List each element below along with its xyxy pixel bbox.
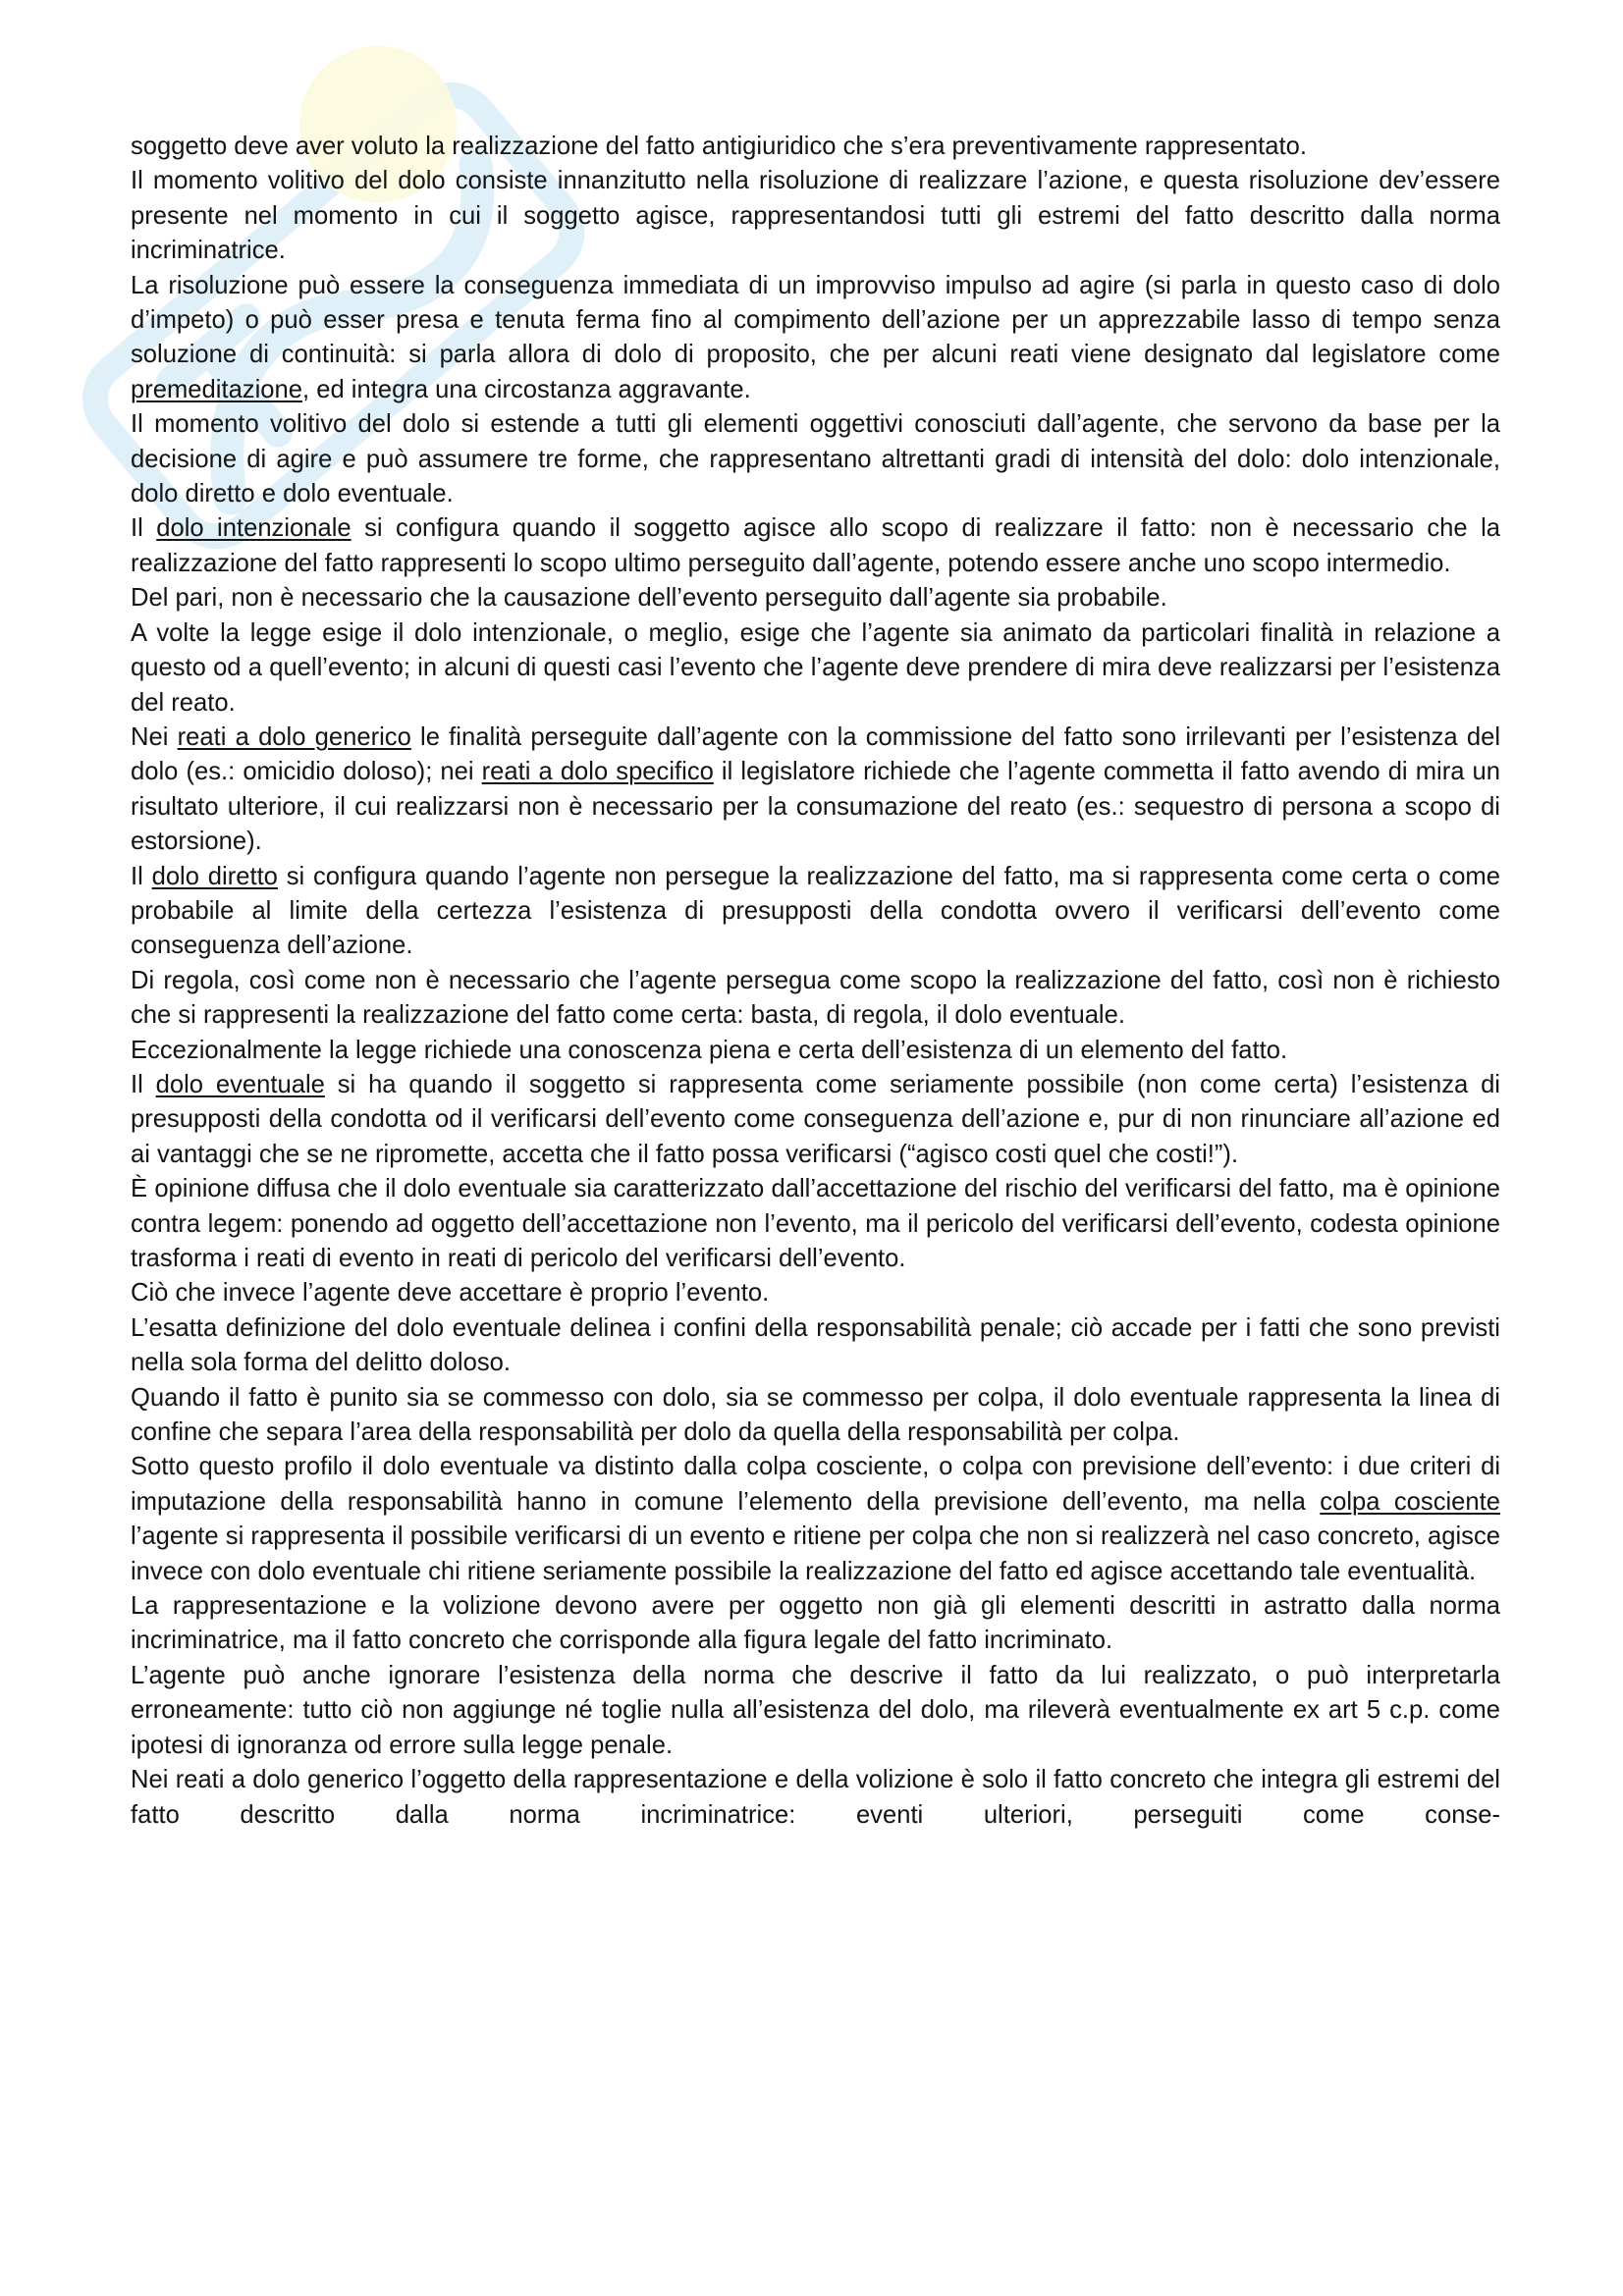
text-run: Il momento volitivo del dolo si estende a tutti gli elementi oggettivi conosciuti dall’agente, che servono da base per la decisione di agire e può assumere tre forme, che rappresentano altrettanti gradi di intensità del dolo: dolo intenzionale, dolo diretto e dolo eventuale. (131, 410, 1500, 508)
underlined-term: reati a dolo generico (177, 722, 411, 751)
paragraph (131, 964, 1500, 1034)
paragraph (131, 1381, 1500, 1451)
paragraph (131, 269, 1500, 408)
paragraph (131, 860, 1500, 964)
text-run: L’agente può anche ignorare l’esistenza della norma che descrive il fatto da lui realizzato, o può interpretarla erroneamente: tutto ciò non aggiunge né toglie nulla all’esistenza del dolo, ma rileverà eventualmente ex art 5 c.p. come ipotesi di ignoranza od errore sulla legge penale. (131, 1661, 1500, 1759)
paragraph (131, 1659, 1500, 1763)
text-run: Eccezionalmente la legge richiede una conoscenza piena e certa dell’esistenza di un elemento del fatto. (131, 1036, 1288, 1064)
text-run: La risoluzione può essere la conseguenza immediata di un improvviso impulso ad agire (si parla in questo caso di dolo d’impeto) o può esser presa e tenuta ferma fino al compimento dell’azione per un apprezzabile lasso di tempo senza soluzione di continuità: si parla allora di dolo di proposito, che per alcuni reati viene designato dal legislatore come (131, 271, 1500, 369)
paragraph (131, 1311, 1500, 1381)
paragraph (131, 164, 1500, 268)
paragraph (131, 407, 1500, 511)
text-run: Ciò che invece l’agente deve accettare è proprio l’evento. (131, 1279, 770, 1308)
text-run: L’esatta definizione del dolo eventuale delinea i confini della responsabilità penale; ciò accade per i fatti che sono previsti nella sola forma del delitto doloso. (131, 1313, 1500, 1377)
paragraph (131, 1450, 1500, 1589)
paragraph (131, 1034, 1500, 1068)
paragraph (131, 1068, 1500, 1172)
text-run: soggetto deve aver voluto la realizzazione del fatto antigiuridico che s’era preventivamente rappresentato. (131, 133, 1307, 160)
underlined-term: reati a dolo specifico (481, 758, 714, 786)
underlined-term: dolo eventuale (155, 1070, 325, 1098)
text-run: Il (131, 862, 152, 890)
paragraph (131, 130, 1500, 164)
underlined-term: premeditazione (131, 375, 302, 403)
underlined-term: dolo intenzionale (156, 514, 352, 543)
paragraph (131, 721, 1500, 860)
text-run: Quando il fatto è punito sia se commesso con dolo, sia se commesso per colpa, il dolo eventuale rappresenta la linea di confine che separa l’area della responsabilità per dolo da quella della responsabilità per colpa. (131, 1383, 1500, 1447)
paragraph (131, 616, 1500, 721)
paragraph (131, 1172, 1500, 1276)
text-run: La rappresentazione e la volizione devono avere per oggetto non già gli elementi descritti in astratto dalla norma incriminatrice, ma il fatto concreto che corrisponde alla figura legale del fatto incriminato. (131, 1592, 1500, 1655)
paragraph (131, 1763, 1500, 1833)
paragraph (131, 581, 1500, 615)
text-run: Nei reati a dolo generico l’oggetto della rappresentazione e della volizione è solo il fatto concreto che integra gli estremi del fatto descritto dalla norma incriminatrice: eventi ulteriori, perseguiti come conse- (131, 1766, 1500, 1829)
text-run: si configura quando il soggetto agisce allo scopo di realizzare il fatto: non è necessario che la realizzazione del fatto rappresenti lo scopo ultimo perseguito dall’agente, potendo essere anche uno scopo intermedio. (131, 514, 1500, 577)
text-run: Del pari, non è necessario che la causazione dell’evento perseguito dall’agente sia probabile. (131, 584, 1167, 613)
text-run: Il (131, 514, 157, 543)
text-run: Nei (131, 722, 178, 751)
text-run: Di regola, così come non è necessario che l’agente persegua come scopo la realizzazione del fatto, così non è richiesto che si rappresenti la realizzazione del fatto come certa: basta, di regola, il dolo eventuale. (131, 966, 1500, 1030)
text-run: si configura quando l’agente non persegue la realizzazione del fatto, ma si rappresenta come certa o come probabile al limite della certezza l’esistenza di presupposti della condotta ovvero il verificarsi dell’evento come conseguenza dell’azione. (131, 862, 1500, 960)
text-run: si ha quando il soggetto si rappresenta come seriamente possibile (non come certa) l’esistenza di presupposti della condotta od il verificarsi dell’evento come conseguenza dell’azione e, pur di non rinunciare all’azione ed ai vantaggi che se ne ripromette, accetta che il fatto possa verificarsi (“agisco costi quel che costi!”). (131, 1070, 1500, 1168)
text-run: È opinione diffusa che il dolo eventuale sia caratterizzato dall’accettazione del rischio del verificarsi del fatto, ma è opinione contra legem: ponendo ad oggetto dell’accettazione non l’evento, ma il pericolo del verificarsi dell’evento, codesta opinione trasforma i reati di evento in reati di pericolo del verificarsi dell’evento. (131, 1175, 1500, 1272)
text-run: Il (131, 1070, 156, 1098)
text-run: , ed integra una circostanza aggravante. (302, 375, 751, 403)
text-run: Sotto questo profilo il dolo eventuale va distinto dalla colpa cosciente, o colpa con previsione dell’evento: i due criteri di imputazione della responsabilità hanno in comune l’elemento della previsione dell’evento, ma nella (131, 1453, 1500, 1516)
text-run: l’agente si rappresenta il possibile verificarsi di un evento e ritiene per colpa che non si realizzerà nel caso concreto, agisce invece con dolo eventuale chi ritiene seriamente possibile la realizzazione del fatto ed agisce accettando tale eventualità. (131, 1522, 1500, 1585)
underlined-term: colpa cosciente (1320, 1487, 1500, 1516)
text-run: il legislatore richiede che l’agente commetta il fatto avendo di mira un risultato ulteriore, il cui realizzarsi non è necessario per la consumazione del reato (es.: sequestro di persona a scopo di estorsione). (131, 758, 1500, 856)
paragraph (131, 1589, 1500, 1659)
paragraph (131, 511, 1500, 581)
underlined-term: dolo diretto (151, 862, 278, 890)
text-run: Il momento volitivo del dolo consiste innanzitutto nella risoluzione di realizzare l’azione, e questa risoluzione dev’essere presente nel momento in cui il soggetto agisce, rappresentandosi tutti gli estremi del fatto descritto dalla norma incriminatrice. (131, 167, 1500, 265)
paragraph (131, 1276, 1500, 1310)
document-body (131, 130, 1500, 1833)
text-run: A volte la legge esige il dolo intenzionale, o meglio, esige che l’agente sia animato da particolari finalità in relazione a questo od a quell’evento; in alcuni di questi casi l’evento che l’agente deve prendere di mira deve realizzarsi per l’esistenza del reato. (131, 618, 1500, 717)
text-run: le finalità perseguite dall’agente con la commissione del fatto sono irrilevanti per l’esistenza del dolo (es.: omicidio doloso); nei (131, 722, 1501, 786)
